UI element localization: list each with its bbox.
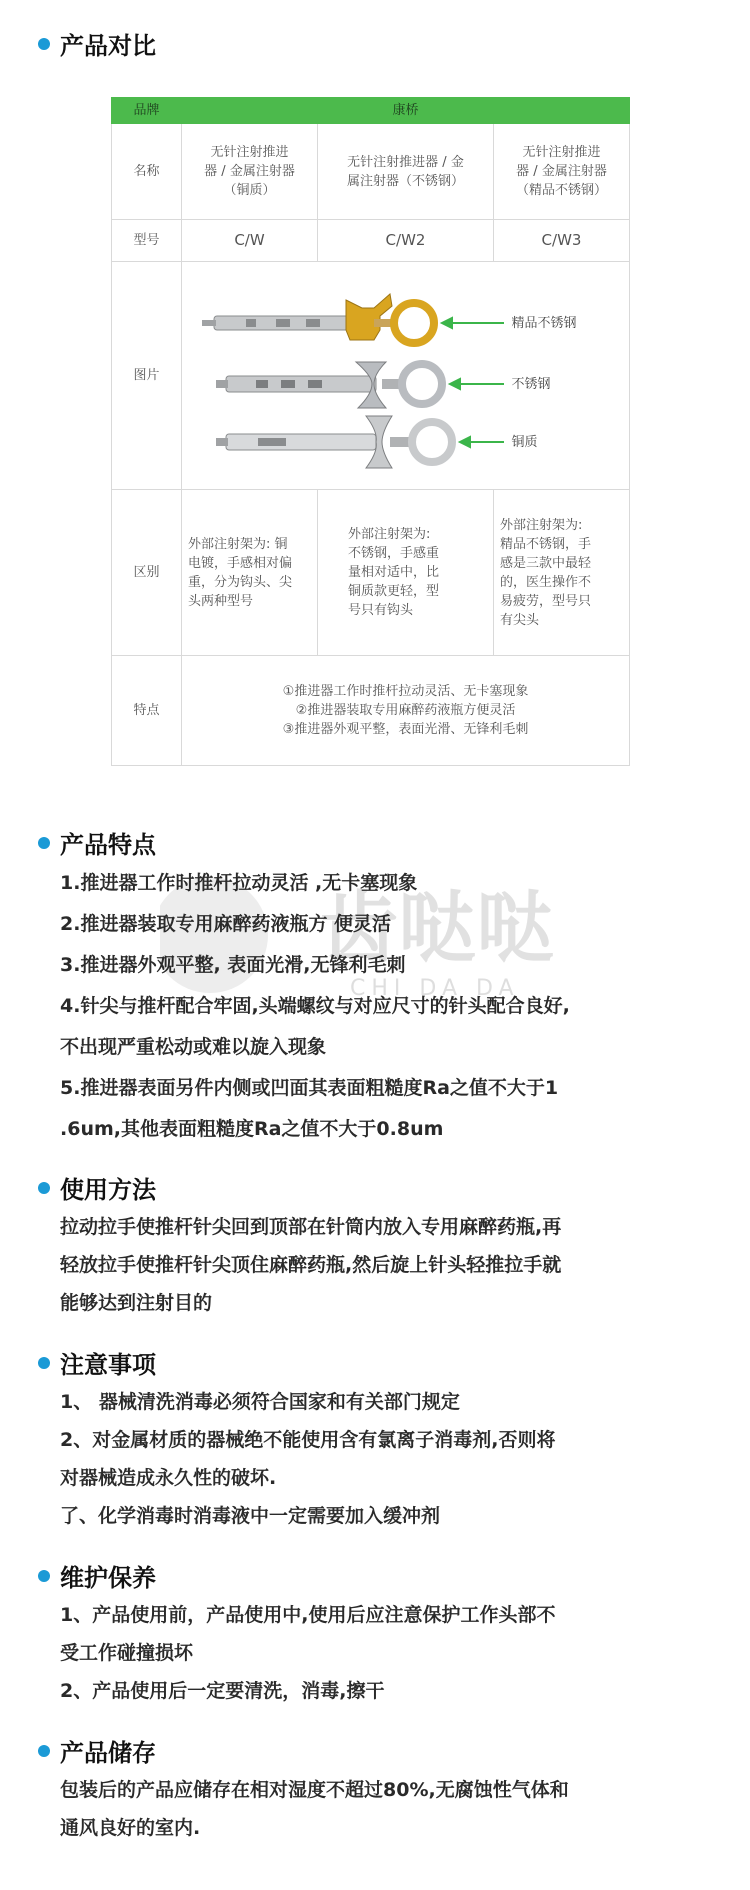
name-label: 名称 — [112, 124, 182, 220]
feature-line: 不出现严重松动或难以旋入现象 — [60, 1036, 327, 1058]
model-cell-3: C/W3 — [494, 220, 630, 262]
table-row-features — [112, 656, 630, 766]
name-cell-3: 无针注射推进 器 / 金属注射器 （精品不锈钢） — [494, 124, 630, 220]
section-heading-usage — [38, 1170, 156, 1205]
section-title: 产品储存 — [60, 1739, 156, 1767]
usage-text — [60, 1208, 700, 1322]
features-list — [60, 863, 700, 1150]
comparison-table — [111, 97, 630, 766]
model-cell-2: C/W2 — [318, 220, 494, 262]
precaution-line: 了、化学消毒时消毒液中一定需要加入缓冲剂 — [60, 1505, 441, 1527]
name-cell-1: 无针注射推进 器 / 金属注射器 （铜质） — [182, 124, 318, 220]
bullet-dot — [38, 1357, 50, 1369]
feature-line: 5.推进器表面另件内侧或凹面其表面粗糙度Ra之值不大于1 — [60, 1077, 559, 1099]
features-cell: ①推进器工作时推杆拉动灵活、无卡塞现象 ②推进器装取专用麻醉药液瓶方便灵活 ③推进器外观平整，表面光滑、无锋利毛刺 — [182, 656, 630, 766]
svg-text:CHI DA DA: CHI DA DA — [350, 976, 520, 1001]
table-row-model — [112, 220, 630, 262]
usage-line: 能够达到注射目的 — [60, 1292, 213, 1314]
difference-cell-1: 外部注射架为: 铜 电镀，手感相对偏 重，分为钩头、尖 头两种型号 — [182, 490, 318, 656]
name-cell-2: 无针注射推进器 / 金 属注射器（不锈钢） — [318, 124, 494, 220]
table-row-name — [112, 124, 630, 220]
syringe-brass — [216, 416, 452, 468]
brand-name: 康桥 — [182, 98, 630, 124]
precaution-line: 2、对金属材质的器械绝不能使用含有氯离子消毒剂,否则将 — [60, 1429, 556, 1451]
brand-label: 品牌 — [112, 98, 182, 124]
syringe-illustration — [186, 266, 626, 486]
table-header-row — [112, 98, 630, 124]
precautions-text — [60, 1383, 700, 1535]
feature-line: 2.推进器装取专用麻醉药液瓶方 便灵活 — [60, 913, 392, 935]
table-row-image — [112, 262, 630, 490]
precaution-line: 对器械造成永久性的破坏. — [60, 1467, 277, 1489]
feature-line: 4.针尖与推杆配合牢固,头端螺纹与对应尺寸的针头配合良好, — [60, 995, 570, 1017]
model-label: 型号 — [112, 220, 182, 262]
difference-cell-3: 外部注射架为: 精品不锈钢，手 感是三款中最轻 的，医生操作不 易疲劳，型号只 有尖头 — [494, 490, 630, 656]
svg-text:齿哒哒: 齿哒哒 — [320, 884, 555, 974]
usage-line: 拉动拉手使推杆针尖回到顶部在针筒内放入专用麻醉药瓶,再 — [60, 1216, 562, 1238]
precaution-line: 1、 器械清洗消毒必须符合国家和有关部门规定 — [60, 1391, 460, 1413]
section-heading-features — [38, 825, 156, 860]
section-title: 产品对比 — [60, 32, 156, 60]
section-heading-comparison — [38, 26, 156, 61]
storage-line: 包装后的产品应储存在相对湿度不超过80%,无腐蚀性气体和 — [60, 1779, 569, 1801]
feature-line: .6um,其他表面粗糙度Ra之值不大于0.8um — [60, 1118, 444, 1140]
syringe-steel — [216, 362, 442, 408]
bullet-dot — [38, 1570, 50, 1582]
figure-label-steel: 不锈钢 — [511, 376, 551, 392]
feature-line: 3.推进器外观平整, 表面光滑,无锋利毛刺 — [60, 954, 406, 976]
features-label: 特点 — [112, 656, 182, 766]
section-heading-maintenance — [38, 1558, 156, 1593]
section-heading-storage — [38, 1733, 156, 1768]
maintenance-text — [60, 1596, 700, 1710]
maintenance-line: 受工作碰撞损坏 — [60, 1642, 194, 1664]
difference-label: 区别 — [112, 490, 182, 656]
section-title: 使用方法 — [60, 1176, 156, 1204]
maintenance-line: 1、产品使用前，产品使用中,使用后应注意保护工作头部不 — [60, 1604, 556, 1626]
feature-line: 1.推进器工作时推杆拉动灵活 ,无卡塞现象 — [60, 872, 418, 894]
bullet-dot — [38, 837, 50, 849]
model-cell-1: C/W — [182, 220, 318, 262]
storage-text — [60, 1771, 700, 1847]
storage-line: 通风良好的室内. — [60, 1817, 201, 1839]
image-label: 图片 — [112, 262, 182, 490]
section-heading-precautions — [38, 1345, 156, 1380]
figure-label-copper: 铜质 — [511, 434, 538, 450]
table-row-difference — [112, 490, 630, 656]
syringe-gold — [202, 294, 434, 343]
figure-label-premium-steel: 精品不锈钢 — [511, 315, 577, 331]
image-cell — [182, 262, 630, 490]
syringe-figure — [186, 266, 626, 486]
bullet-dot — [38, 38, 50, 50]
maintenance-line: 2、产品使用后一定要清洗，消毒,擦干 — [60, 1680, 385, 1702]
section-title: 注意事项 — [60, 1351, 156, 1379]
section-title: 产品特点 — [60, 831, 156, 859]
difference-cell-2: 外部注射架为: 不锈钢，手感重 量相对适中，比 铜质款更轻，型 号只有钩头 — [318, 490, 494, 656]
section-title: 维护保养 — [60, 1564, 156, 1592]
bullet-dot — [38, 1182, 50, 1194]
usage-line: 轻放拉手使推杆针尖顶住麻醉药瓶,然后旋上针头轻推拉手就 — [60, 1254, 562, 1276]
bullet-dot — [38, 1745, 50, 1757]
arrow-markers — [442, 318, 504, 447]
